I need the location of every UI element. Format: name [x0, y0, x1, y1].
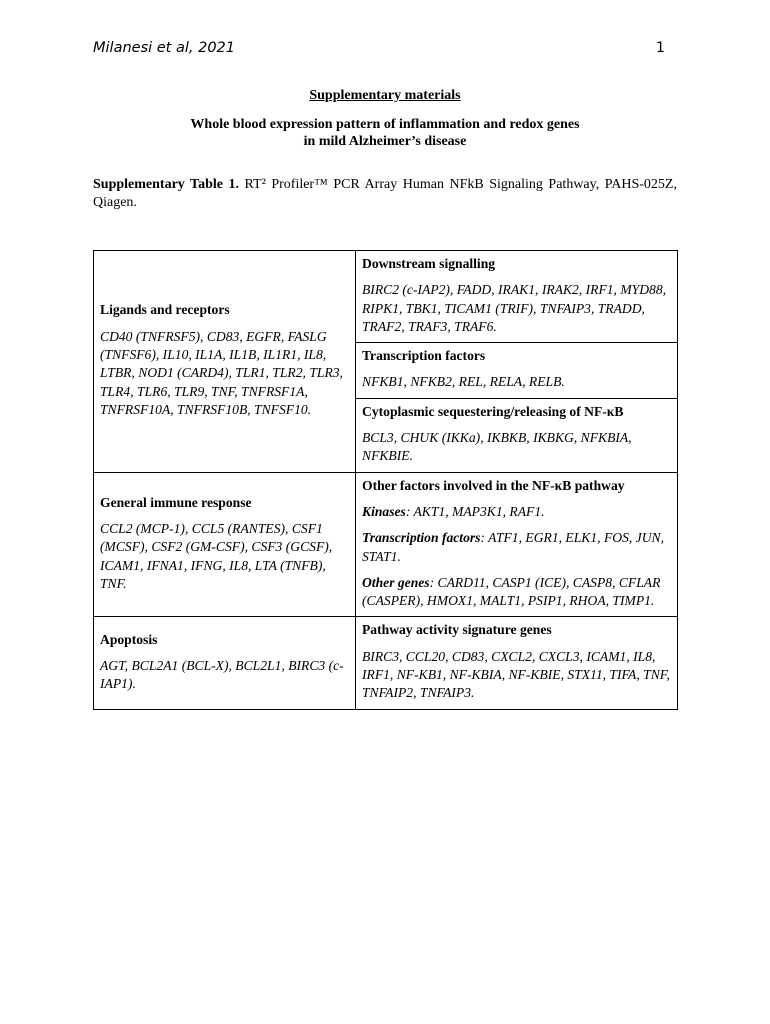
- tf-label: Transcription factors: [362, 530, 481, 546]
- page-header: [93, 40, 665, 56]
- cell-cytoplasmic: [356, 398, 678, 472]
- cell-apoptosis: [94, 617, 356, 709]
- tf-line: [362, 529, 671, 566]
- supplementary-title: Supplementary materials: [309, 88, 461, 103]
- other-genes-list: : CARD11, CASP1 (ICE), CASP8, CFLAR (CASPER), HMOX1, MALT1, PSIP1, RHOA, TIMP1.: [362, 574, 661, 609]
- caption-label: Supplementary Table 1.: [93, 177, 240, 192]
- title-line-2: in mild Alzheimer’s disease: [303, 134, 467, 149]
- cell-title-transcription: Transcription factors: [362, 348, 486, 364]
- cell-immune: [94, 472, 356, 617]
- cell-genes-downstream: BIRC2 (c-IAP2), FADD, IRAK1, IRAK2, IRF1, MYD88, RIPK1, TBK1, TICAM1 (TRIF), TNFAIP3, TRADD, TRAF2, TRAF3, TRAF6.: [362, 282, 667, 334]
- title-line-1: Whole blood expression pattern of inflammation and redox genes: [190, 117, 580, 132]
- table-row: [94, 617, 678, 709]
- page-number: 1: [655, 40, 665, 56]
- cell-title-cytoplasmic: Cytoplasmic sequestering/releasing of NF-κB: [362, 403, 624, 419]
- cell-title-apoptosis: Apoptosis: [100, 631, 158, 647]
- cell-genes-cytoplasmic: BCL3, CHUK (IKKa), IKBKB, IKBKG, NFKBIA, NFKBIE.: [362, 430, 632, 464]
- other-genes-line: [362, 574, 671, 611]
- cell-title-ligands: Ligands and receptors: [100, 302, 230, 318]
- other-genes-label: Other genes: [362, 574, 430, 590]
- cell-genes-apoptosis: AGT, BCL2A1 (BCL-X), BCL2L1, BIRC3 (c-IAP1).: [100, 657, 344, 692]
- cell-other: [356, 472, 678, 617]
- header-author: Milanesi et al, 2021: [93, 40, 236, 56]
- kinases-label: Kinases: [362, 503, 406, 519]
- table-caption: [93, 176, 677, 212]
- cell-title-downstream: Downstream signalling: [362, 256, 496, 271]
- cell-pathway: [356, 617, 678, 709]
- cell-ligands: [94, 251, 356, 473]
- gene-table: [93, 250, 678, 710]
- cell-transcription: [356, 343, 678, 399]
- table-row: [94, 251, 678, 343]
- kinases-line: [362, 503, 671, 521]
- cell-genes-ligands: CD40 (TNFRSF5), CD83, EGFR, FASLG (TNFSF6), IL10, IL1A, IL1B, IL1R1, IL8, LTBR, NOD1 (CARD4), TLR1, TLR2, TLR3, TLR4, TLR6, TLR9, TNF, TNFRSF1A, TNFRSF10A, TNFRSF10B, TNFSF10.: [100, 328, 343, 417]
- table-row: [94, 472, 678, 617]
- cell-title-other: Other factors involved in the NF-κB pathway: [362, 477, 625, 493]
- tf-genes: : ATF1, EGR1, ELK1, FOS, JUN, STAT1.: [362, 530, 664, 564]
- kinases-genes: : AKT1, MAP3K1, RAF1.: [405, 503, 545, 519]
- cell-title-pathway: Pathway activity signature genes: [362, 622, 552, 638]
- cell-genes-transcription: NFKB1, NFKB2, REL, RELA, RELB.: [362, 374, 565, 390]
- cell-genes-immune: CCL2 (MCP-1), CCL5 (RANTES), CSF1 (MCSF), CSF2 (GM-CSF), CSF3 (GCSF), ICAM1, IFNA1, IFNG, IL8, LTA (TNFB), TNF.: [100, 521, 333, 591]
- cell-title-immune: General immune response: [100, 494, 252, 510]
- caption-text: RT² Profiler™ PCR Array Human NFkB Signaling Pathway, PAHS-025Z, Qiagen.: [93, 177, 677, 210]
- cell-genes-pathway: BIRC3, CCL20, CD83, CXCL2, CXCL3, ICAM1, IL8, IRF1, NF-KB1, NF-KBIA, NF-KBIE, STX11, TIFA, TNF, TNFAIP2, TNFAIP3.: [362, 648, 670, 701]
- cell-downstream: [356, 251, 678, 343]
- document-title: [0, 116, 770, 150]
